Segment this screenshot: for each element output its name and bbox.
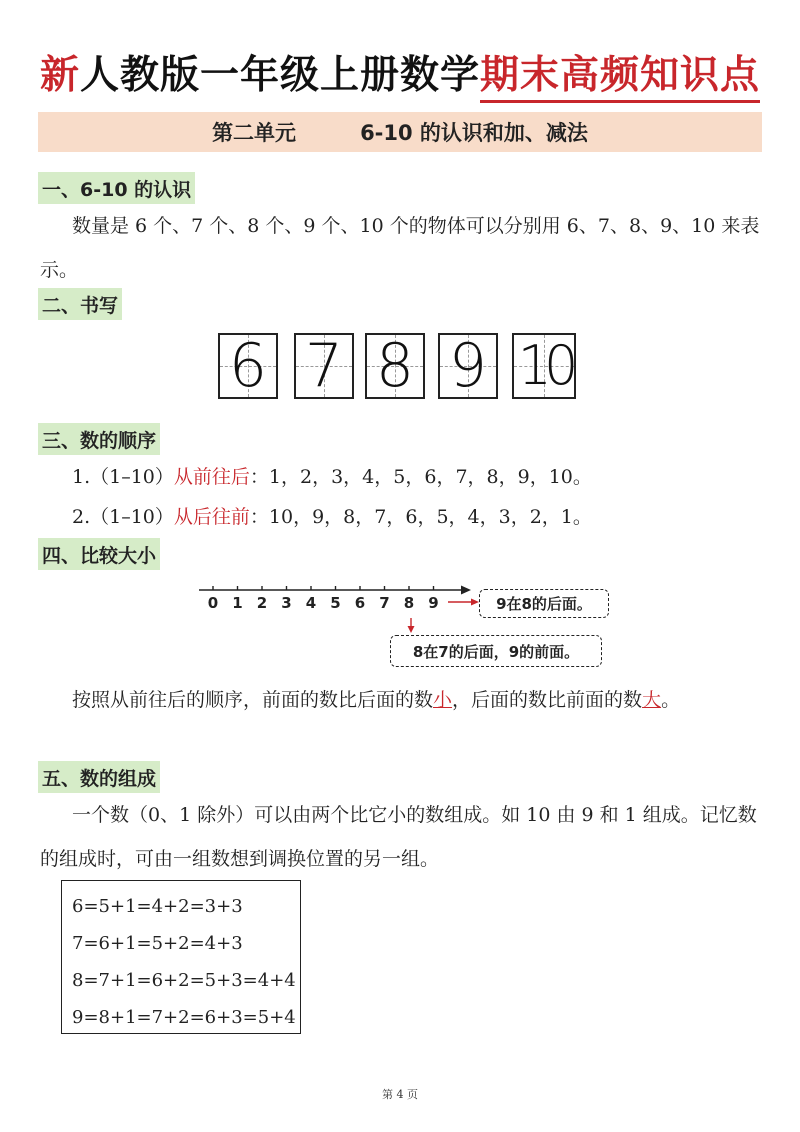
number-line-arrowhead — [461, 586, 471, 595]
digit-box-6 — [218, 333, 278, 399]
compare-text-part-2: ，后面的数比前面的数 — [452, 689, 643, 711]
digit-8: 8 — [375, 333, 415, 399]
composition-row-8: 8=7+1=6+2=5+3=4+4 — [72, 970, 296, 991]
compare-text-part-1: 按照从前往后的顺序，前面的数比后面的数 — [72, 689, 434, 711]
page-number: 第 4 页 — [382, 1088, 418, 1101]
section-1-heading: 一、6-10 的认识 — [38, 172, 195, 204]
digit-10: 10 — [517, 334, 571, 397]
composition-row-7: 7=6+1=5+2=4+3 — [72, 933, 243, 954]
page-title — [0, 44, 800, 104]
number-line-label: 8 — [403, 594, 415, 612]
number-line-label: 0 — [207, 594, 219, 612]
number-line-label: 3 — [281, 594, 292, 612]
digit-box-10 — [512, 333, 576, 399]
title-part-3: 期末高频知识点 — [480, 52, 760, 103]
number-line-label: 1 — [232, 594, 243, 612]
order-backward-prefix: 2.（1–10） — [72, 506, 174, 528]
digit-box-7 — [294, 333, 354, 399]
number-line-label: 9 — [428, 594, 439, 612]
title-part-1: 新 — [39, 52, 80, 98]
digit-writing-row — [0, 333, 800, 405]
composition-row-6: 6=5+1=4+2=3+3 — [72, 896, 243, 917]
order-line-backward — [72, 502, 592, 529]
order-backward-sequence: ：10，9，8，7，6，5，4，3，2，1。 — [249, 506, 592, 528]
order-forward-prefix: 1.（1–10） — [72, 466, 174, 488]
arrow-down-icon — [408, 626, 415, 633]
composition-row-9: 9=8+1=7+2=6+3=5+4 — [72, 1007, 296, 1028]
number-line-label: 5 — [330, 594, 341, 612]
compare-word-big: 大 — [642, 689, 662, 711]
section-5-heading: 五、数的组成 — [38, 761, 160, 793]
order-forward-sequence: ：1，2，3，4，5，6，7，8，9，10。 — [249, 466, 592, 488]
order-line-forward — [72, 462, 592, 489]
title-part-2: 人教版一年级上册数学 — [79, 52, 480, 98]
unit-name: 第二单元 — [212, 121, 297, 145]
compare-text-part-3: 。 — [661, 689, 681, 711]
digit-9: 9 — [448, 333, 488, 399]
number-line-figure — [195, 582, 615, 672]
arrow-right-icon — [471, 599, 479, 606]
number-line-label: 2 — [256, 594, 268, 612]
digit-box-8 — [365, 333, 425, 399]
section-2-heading: 二、书写 — [38, 288, 122, 320]
unit-banner — [38, 112, 762, 152]
digit-box-9 — [438, 333, 498, 399]
unit-topic: 6-10 的认识和加、减法 — [360, 121, 588, 145]
section-1-text: 数量是 6 个、7 个、8 个、9 个、10 个的物体可以分别用 6、7、8、9、10 来表示。 — [40, 215, 760, 281]
composition-box — [61, 880, 301, 1034]
digit-7: 7 — [304, 333, 344, 399]
number-line-label: 4 — [305, 594, 317, 612]
section-5-text: 一个数（0、1 除外）可以由两个比它小的数组成。如 10 由 9 和 1 组成。记忆数的组成时，可由一组数想到调换位置的另一组。 — [40, 804, 757, 870]
order-backward-label: 从后往前 — [173, 506, 250, 528]
order-forward-label: 从前往后 — [173, 466, 250, 488]
section-3-heading: 三、数的顺序 — [38, 423, 160, 455]
section-4-heading: 四、比较大小 — [38, 538, 160, 570]
note-8-between: 8在7的后面，9的前面。 — [390, 635, 602, 667]
section-4-text — [40, 678, 762, 722]
number-line-label: 7 — [379, 594, 390, 612]
digit-6: 6 — [228, 333, 268, 399]
compare-word-small: 小 — [433, 689, 453, 711]
note-9-after-8: 9在8的后面。 — [479, 589, 609, 618]
number-line-label: 6 — [354, 594, 366, 612]
